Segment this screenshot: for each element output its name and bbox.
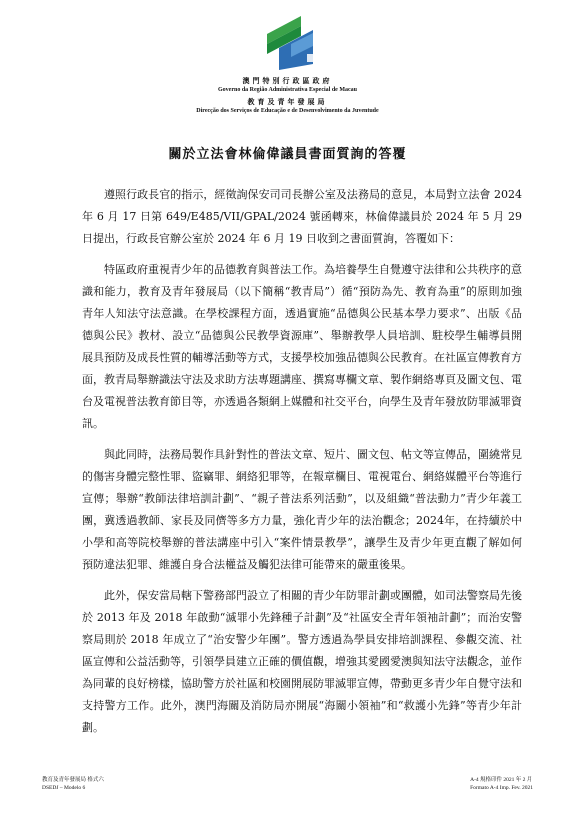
paragraph-intro: 遵照行政長官的指示，經徵詢保安司司長辦公室及法務局的意見，本局對立法會 2024 年 6 月 17 日第 649/E485/VII/GPAL/2024 號函轉來，林倫偉議員於 2024 年 5 月 29 日提出，行政長官辦公室於 2024 年 6 月 19 日收到之書面質詢，答覆如下： <box>82 188 522 245</box>
dsedj-logo-icon <box>265 14 315 70</box>
document-body <box>82 184 522 748</box>
footer-print-en: Formato A-4 Imp. Fev. 2021 <box>470 785 533 791</box>
paragraph-legal-affairs: 與此同時，法務局製作具針對性的普法文章、短片、圖文包、帖文等宣傳品，圍繞常見的傷害身體完整性罪、盜竊罪、網絡犯罪等，在報章欄目、電視電台、網絡媒體平台等進行宣傳；舉辦“教師法律培訓計劃”、“親子普法系列活動”，以及組織“普法動力”青少年義工團，冀透過教師、家長及同儕等多方力量，強化青少年的法治觀念；2024年，在持續於中小學和高等院校舉辦的普法講座中引入“案件情景教學”，讓學生及青少年更直觀了解如何預防違法犯罪、維護自身合法權益及觸犯法律可能帶來的嚴重後果。 <box>82 448 522 571</box>
footer-right <box>470 776 533 792</box>
paragraph-security: 此外，保安當局轄下警務部門設立了相關的青少年防罪計劃或團體，如司法警察局先後於 2013 年及 2018 年啟動“滅罪小先鋒種子計劃”及“社區安全青年領袖計劃”；而治安警察局則於 2018 年成立了“治安警少年團”。警方透過為學員安排培訓課程、參觀交流、社區宣傳和公益活動等，引領學員建立正確的價值觀，增強其愛國愛澳與知法守法觀念，並作為同輩的良好榜樣，協助警方於社區和校園開展防罪滅罪宣傳，帶動更多青少年自覺守法和支持警方工作。此外，澳門海關及消防局亦開展“海關小領袖”和“救護小先鋒”等青少年計劃。 <box>82 589 522 734</box>
document-title: 關於立法會林倫偉議員書面質詢的答覆 <box>168 147 407 162</box>
department-name-pt: Direcção dos Serviços de Educação e de Desenvolvimento da Juventude <box>196 108 379 114</box>
footer-form-code: DSEDJ – Modelo 6 <box>42 785 86 791</box>
footer-print-zh: A-4 規格印件 2021 年 2 月 <box>470 777 533 783</box>
government-name-pt: Governo da Região Administrativa Especial de Macau <box>218 87 357 93</box>
footer-form-zh: 教育及青年發展局 格式六 <box>42 777 104 783</box>
footer-left <box>42 776 104 792</box>
department-name-zh: 教育及青年發展局 <box>247 97 328 106</box>
government-name-zh: 澳門特別行政區政府 <box>242 76 333 85</box>
paragraph-education: 特區政府重視青少年的品德教育與普法工作。為培養學生自覺遵守法律和公共秩序的意識和能力，教育及青年發展局（以下簡稱“教青局”）循“預防為先、教育為重”的原則加強青年人知法守法意識。在學校課程方面，透過實施“品德與公民基本學力要求”、出版《品德與公民》教材、設立“品德與公民教學資源庫”、舉辦教學人員培訓、駐校學生輔導員開展具預防及成長性質的輔導活動等方式，支援學校加強品德與公民教育。在社區宣傳教育方面，教青局舉辦識法守法及求助方法專題講座、撰寫專欄文章、製作網絡專頁及圖文包、電台及電視普法教育節目等，亦透過各類網上媒體和社交平台，向學生及青年發放防罪滅罪資訊。 <box>82 263 522 430</box>
